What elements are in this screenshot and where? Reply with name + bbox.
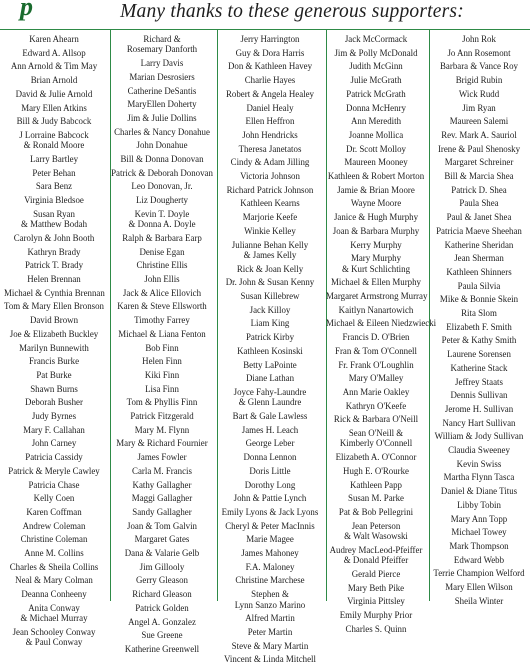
supporter-name: Barbara & Vance Roy xyxy=(440,61,518,72)
supporter-name: Liz Dougherty xyxy=(135,195,188,206)
supporter-name: Elizabeth F. Smith xyxy=(446,321,512,332)
supporter-column-1 xyxy=(4,30,105,648)
supporter-name: Marie Magee xyxy=(246,534,294,545)
supporter-name: Jack McCormack xyxy=(344,34,408,44)
supporter-name: Anita Conway & Michael Murray xyxy=(20,602,88,624)
supporter-name: Audrey MacLeod-Pfeiffer & Donald Pfeiffer xyxy=(329,544,423,566)
supporter-name: Patricia Chase xyxy=(28,479,80,490)
supporter-name: Donna McHenry xyxy=(346,102,406,113)
supporter-name: Charles & Sheila Collins xyxy=(9,561,99,572)
supporter-name: Jerome H. Sullivan xyxy=(444,403,514,414)
supporter-name: Katherine Sheridan xyxy=(444,239,514,250)
supporter-name: Kathleen Papp xyxy=(349,479,402,490)
supporter-name: Patrick T. Brady xyxy=(24,260,84,271)
supporter-name: Bill & Judy Babcock xyxy=(16,116,92,127)
supporter-name: Neal & Mary Colman xyxy=(15,575,93,586)
page-header xyxy=(0,0,530,26)
supporter-name: Marian Desrosiers xyxy=(129,71,195,82)
supporter-name: Mike & Bonnie Skein xyxy=(439,294,519,305)
header-mark: p xyxy=(20,0,33,21)
supporter-name: Mary Murphy & Kurt Schlichting xyxy=(341,253,411,274)
page-title: Many thanks to these generous supporters: xyxy=(120,1,464,22)
supporter-name: John Ellis xyxy=(144,274,180,284)
supporter-name: Katherine Greenwell xyxy=(124,643,200,654)
supporter-name: Cindy & Adam Jilling xyxy=(230,157,310,168)
supporter-name: Karen Coffman xyxy=(26,506,82,517)
supporter-name: Mary Ellen Wilson xyxy=(445,582,513,592)
supporter-name: Mary Ellen Atkins xyxy=(21,102,87,113)
supporter-columns xyxy=(0,29,530,665)
supporter-name: Julie McGrath xyxy=(350,75,402,86)
supporter-name: Angel A. Gonzalez xyxy=(128,616,196,627)
supporter-name: Deborah Busher xyxy=(25,397,83,408)
supporter-name: Liam King xyxy=(250,318,290,329)
supporter-name: Winkie Kelley xyxy=(244,225,296,236)
supporter-name: Bart & Gale Lawless xyxy=(232,411,308,421)
supporter-name: Mark Thompson xyxy=(449,540,509,551)
supporter-name: Dana & Valarie Gelb xyxy=(124,548,200,558)
supporter-name: Bill & Donna Donovan xyxy=(120,154,204,164)
supporter-name: John Rok xyxy=(462,34,496,44)
supporter-name: Cheryl & Peter MacInnis xyxy=(225,520,315,531)
supporter-name: Guy & Dora Harris xyxy=(235,47,305,58)
supporter-name: Jeffrey Staats xyxy=(455,376,503,387)
supporter-name: Paul & Janet Shea xyxy=(446,212,512,223)
supporter-name: Michael & Liana Fenton xyxy=(118,328,206,339)
supporter-name: Christine Ellis xyxy=(136,260,188,271)
supporter-name: Rev. Mark A. Sauriol xyxy=(441,129,517,140)
supporter-name: Nancy Hart Sullivan xyxy=(442,417,516,428)
supporter-name: Margaret Armstrong Murray xyxy=(326,291,428,301)
supporter-name: Charles & Nancy Donahue xyxy=(114,126,210,137)
supporter-name: James H. Leach xyxy=(241,424,299,435)
supporter-name: Steve & Mary Martin xyxy=(231,640,309,651)
supporter-name: Dennis Sullivan xyxy=(450,390,508,401)
supporter-name: Patrick Kirby xyxy=(245,332,295,343)
supporter-name: Theresa Janetatos xyxy=(238,143,302,154)
supporter-name: Mary & Richard Fournier xyxy=(116,438,208,449)
supporter-name: Charles S. Quinn xyxy=(345,623,407,634)
supporter-name: Emily Lyons & Jack Lyons xyxy=(221,506,319,517)
supporter-name: Ann Arnold & Tim May xyxy=(10,61,98,72)
supporter-column-5 xyxy=(429,30,529,606)
supporter-name: Jo Ann Rosemont xyxy=(447,47,511,58)
supporter-name: Joan & Barbara Murphy xyxy=(332,225,420,236)
supporter-name: Kathryn O'Keefe xyxy=(345,400,407,411)
supporter-name: J Lorraine Babcock & Ronald Moore xyxy=(19,129,89,151)
supporter-name: Sean O'Neill & Kimberly O'Connell xyxy=(339,428,413,449)
supporter-name: Victoria Johnson xyxy=(240,171,300,181)
supporter-name: Jerry Harrington xyxy=(240,34,300,44)
supporter-name: Michael & Ellen Murphy xyxy=(331,277,421,288)
supporter-name: Patricia Maeve Sheehan xyxy=(436,225,522,236)
supporter-name: William & Jody Sullivan xyxy=(434,431,524,442)
supporter-name: Peter Martin xyxy=(247,626,293,637)
supporter-name: Leo Donovan, Jr. xyxy=(131,181,193,192)
supporter-name: Ann Marie Oakley xyxy=(342,386,410,397)
supporter-name: Robert & Angela Healey xyxy=(226,88,314,99)
supporter-name: Richard Gleason xyxy=(132,589,192,600)
supporter-column-2 xyxy=(110,30,214,654)
supporter-name: Peter Behan xyxy=(32,167,76,178)
supporter-name: Lisa Finn xyxy=(145,383,179,394)
supporter-name: Charlie Hayes xyxy=(244,75,296,86)
supporter-name: John Hendricks xyxy=(242,129,298,140)
supporter-name: Patricia Cassidy xyxy=(25,452,83,463)
supporter-column-3 xyxy=(217,30,323,665)
supporter-name: Laurene Sorensen xyxy=(447,349,511,360)
supporter-name: Michael & Cynthia Brennan xyxy=(4,287,105,298)
supporter-name: F.A. Maloney xyxy=(245,561,295,572)
supporter-name: Terrie Champion Welford xyxy=(433,568,525,579)
supporter-name: Patrick Fitzgerald xyxy=(130,411,194,421)
supporter-name: Susan Ryan & Matthew Bodah xyxy=(20,208,88,230)
supporter-name: Christine Coleman xyxy=(20,534,88,545)
supporter-name: Pat & Bob Pellegrini xyxy=(338,506,414,517)
supporter-name: Kevin Swiss xyxy=(456,458,502,469)
supporter-name: Tom & Phyllis Finn xyxy=(126,397,198,408)
supporter-name: Kathleen Shinners xyxy=(446,266,512,277)
supporter-name: Sara Benz xyxy=(35,181,73,192)
supporter-name: Julianne Behan Kelly & James Kelly xyxy=(231,239,309,260)
supporter-name: Paula Silvia xyxy=(457,280,501,291)
supporter-name: Kevin T. Doyle & Donna A. Doyle xyxy=(128,208,196,230)
supporter-name: David Brown xyxy=(29,315,79,326)
supporter-name: Emily Murphy Prior xyxy=(339,609,413,620)
supporter-name: Mary O'Malley xyxy=(348,373,404,384)
supporter-name: Helen Finn xyxy=(142,356,182,367)
supporter-name: Ann Meredith xyxy=(350,116,402,127)
supporter-name: Karen Ahearn xyxy=(29,34,79,44)
supporter-name: Susan M. Parke xyxy=(348,493,404,504)
supporter-name: Joyce Fahy-Laundre & Glenn Laundre xyxy=(233,386,307,408)
supporter-name: Virginia Bledsoe xyxy=(24,195,84,206)
supporter-name: Judy Byrnes xyxy=(31,411,77,421)
supporter-name: Donna Lennon xyxy=(243,452,297,463)
supporter-name: Vincent & Linda Mitchell xyxy=(224,654,316,665)
supporter-name: Jim & Polly McDonald xyxy=(334,47,418,58)
supporter-name: Carla M. Francis xyxy=(132,465,192,476)
supporter-name: Denise Egan xyxy=(139,246,185,257)
supporter-name: Diane Lathan xyxy=(245,373,295,384)
supporter-name: Mary Beth Pike xyxy=(347,582,405,593)
supporter-name: Bob Finn xyxy=(145,342,179,353)
supporter-name: Larry Bartley xyxy=(29,154,79,164)
supporter-name: Tom & Mary Ellen Bronson xyxy=(4,301,104,312)
supporter-name: Anne M. Collins xyxy=(24,548,84,558)
supporter-column-4 xyxy=(326,30,437,634)
supporter-name: Karen & Steve Ellsworth xyxy=(117,301,207,312)
supporter-name: Edward A. Allsop xyxy=(22,47,86,58)
supporter-name: Jim Ryan xyxy=(462,102,496,113)
supporter-name: Joanne Mollica xyxy=(348,129,404,140)
supporter-name: Dr. Scott Molloy xyxy=(346,143,406,154)
supporter-name: Kathy Gallagher xyxy=(132,479,192,490)
supporter-name: Mary Ann Topp xyxy=(450,513,508,524)
supporter-name: Dr. John & Susan Kenny xyxy=(225,277,315,288)
supporter-name: Mary M. Flynn xyxy=(134,424,190,435)
supporter-name: Rick & Barbara O'Neill xyxy=(333,414,419,425)
supporter-name: Jean Schooley Conway & Paul Conway xyxy=(12,626,96,648)
supporter-name: Ellen Heffron xyxy=(245,116,295,127)
supporter-name: Gerald Pierce xyxy=(351,568,401,579)
supporter-name: Fr. Frank O'Loughlin xyxy=(338,359,414,370)
supporter-name: Jack & Alice Ellovich xyxy=(122,287,202,298)
supporter-name: John Carney xyxy=(31,438,77,449)
supporter-name: Kathleen & Robert Morton xyxy=(327,171,425,181)
supporter-name: Timothy Farrey xyxy=(134,315,190,326)
supporter-name: Sue Greene xyxy=(141,630,183,641)
supporter-name: MaryEllen Doherty xyxy=(127,99,197,110)
supporter-name: Doris Little xyxy=(249,465,291,476)
supporter-name: Kerry Murphy xyxy=(350,239,402,250)
supporter-name: Patrick McGrath xyxy=(346,88,406,99)
supporter-name: Jim Gillooly xyxy=(139,561,185,572)
supporter-name: Patrick Golden xyxy=(135,602,189,613)
supporter-name: Kaitlyn Nanartowich xyxy=(338,304,414,315)
supporter-name: James Fowler xyxy=(137,452,187,463)
supporter-name: Helen Brennan xyxy=(27,274,81,284)
supporter-name: Patrick & Meryle Cawley xyxy=(8,465,100,476)
supporter-name: Katherine Stack xyxy=(450,362,508,373)
supporter-name: Judith McGinn xyxy=(349,61,403,72)
supporter-name: Virginia Pittsley xyxy=(347,596,405,607)
supporter-name: Marilyn Bunnewith xyxy=(19,342,89,353)
supporter-name: Joe & Elizabeth Buckley xyxy=(9,328,99,339)
supporter-name: Deanna Conheeny xyxy=(21,589,87,600)
supporter-name: Stephen & Lynn Sanzo Marino xyxy=(234,589,306,610)
supporter-name: Bill & Marcia Shea xyxy=(444,171,514,181)
supporter-name: Jamie & Brian Moore xyxy=(337,184,415,195)
supporter-name: Andrew Coleman xyxy=(22,520,86,531)
supporter-name: Betty LaPointe xyxy=(243,359,297,370)
supporter-name: Daniel Healy xyxy=(246,102,294,113)
supporter-name: Hugh E. O'Rourke xyxy=(343,465,409,476)
supporter-name: Edward Webb xyxy=(453,554,505,565)
supporter-name: Maureen Mooney xyxy=(344,157,408,168)
supporter-name: Francis D. O'Brien xyxy=(342,332,410,343)
supporter-name: David & Julie Arnold xyxy=(15,88,93,99)
supporter-name: Carolyn & John Booth xyxy=(13,232,95,243)
supporter-name: Michael Towey xyxy=(451,527,507,538)
supporter-name: Margaret Schreiner xyxy=(444,157,514,168)
supporter-name: Claudia Sweeney xyxy=(448,445,510,455)
supporter-name: Maggi Gallagher xyxy=(131,493,193,504)
supporter-name: James Mahoney xyxy=(241,548,299,558)
supporter-name: George Leber xyxy=(245,438,295,449)
supporter-name: Dorothy Long xyxy=(244,479,296,490)
supporter-name: Kathleen Kosinski xyxy=(237,345,303,356)
supporter-name: Mary F. Callahan xyxy=(23,424,85,435)
supporter-name: Maureen Salemi xyxy=(449,116,509,127)
supporter-name: Peter & Kathy Smith xyxy=(441,335,517,346)
supporter-name: Ralph & Barbara Earp xyxy=(122,232,202,243)
supporter-name: Francis Burke xyxy=(28,356,80,367)
supporter-name: Richard Patrick Johnson xyxy=(226,184,314,195)
supporter-name: Shawn Burns xyxy=(30,383,78,394)
supporter-name: Paula Shea xyxy=(459,198,499,209)
supporter-name: Wick Rudd xyxy=(458,88,500,99)
supporter-name: Margaret Gates xyxy=(134,534,190,545)
supporter-name: Libby Tobin xyxy=(457,499,501,510)
supporter-name: Wayne Moore xyxy=(350,198,402,209)
supporter-name: Patrick D. Shea xyxy=(451,184,507,195)
supporter-name: Catherine DeSantis xyxy=(127,85,197,96)
supporter-name: Christine Marchese xyxy=(235,575,305,586)
supporter-name: John & Pattie Lynch xyxy=(233,493,307,504)
supporter-name: Jean Peterson & Walt Wasowski xyxy=(344,520,408,541)
supporter-name: Jim & Julie Dollins xyxy=(127,112,197,123)
supporter-name: Irene & Paul Shenosky xyxy=(437,143,521,154)
supporter-name: Gerry Gleason xyxy=(136,575,188,586)
supporter-name: Rita Slom xyxy=(461,308,497,318)
supporter-name: Patrick & Deborah Donovan xyxy=(111,167,213,178)
supporter-name: Larry Davis xyxy=(140,58,184,69)
supporter-name: Daniel & Diane Titus xyxy=(440,486,518,497)
supporter-name: Martha Flynn Tasca xyxy=(443,472,515,483)
supporter-name: Sheila Winter xyxy=(454,595,504,606)
supporter-name: Jean Sherman xyxy=(454,253,504,264)
supporter-name: Kathleen Kearns xyxy=(240,198,300,209)
supporter-name: Marjorie Keefe xyxy=(242,212,298,223)
supporter-name: Joan & Tom Galvin xyxy=(127,520,197,531)
supporter-name: Brian Arnold xyxy=(30,75,78,86)
supporter-name: Jack Killoy xyxy=(249,304,291,315)
supporter-name: Janice & Hugh Murphy xyxy=(333,212,419,223)
supporter-name: Pat Burke xyxy=(36,369,72,380)
supporter-name: Elizabeth A. O'Connor xyxy=(335,452,417,463)
supporter-name: John Donahue xyxy=(136,140,188,151)
supporter-name: Fran & Tom O'Connell xyxy=(335,345,417,356)
supporter-name: Alfred Martin xyxy=(245,613,295,624)
supporter-name: Kathryn Brady xyxy=(27,246,81,257)
supporter-name: Susan Killebrew xyxy=(240,291,300,301)
supporter-name: Rick & Joan Kelly xyxy=(236,263,304,274)
supporter-name: Brigid Rubin xyxy=(455,75,503,86)
supporter-name: Kelly Coen xyxy=(33,493,75,504)
supporter-name: Richard & Rosemary Danforth xyxy=(126,34,198,55)
supporter-name: Michael & Eileen Niedzwiecki xyxy=(326,318,437,329)
supporter-name: Don & Kathleen Havey xyxy=(227,61,313,72)
supporter-name: Kiki Finn xyxy=(144,369,180,380)
supporter-name: Sandy Gallagher xyxy=(132,506,192,517)
